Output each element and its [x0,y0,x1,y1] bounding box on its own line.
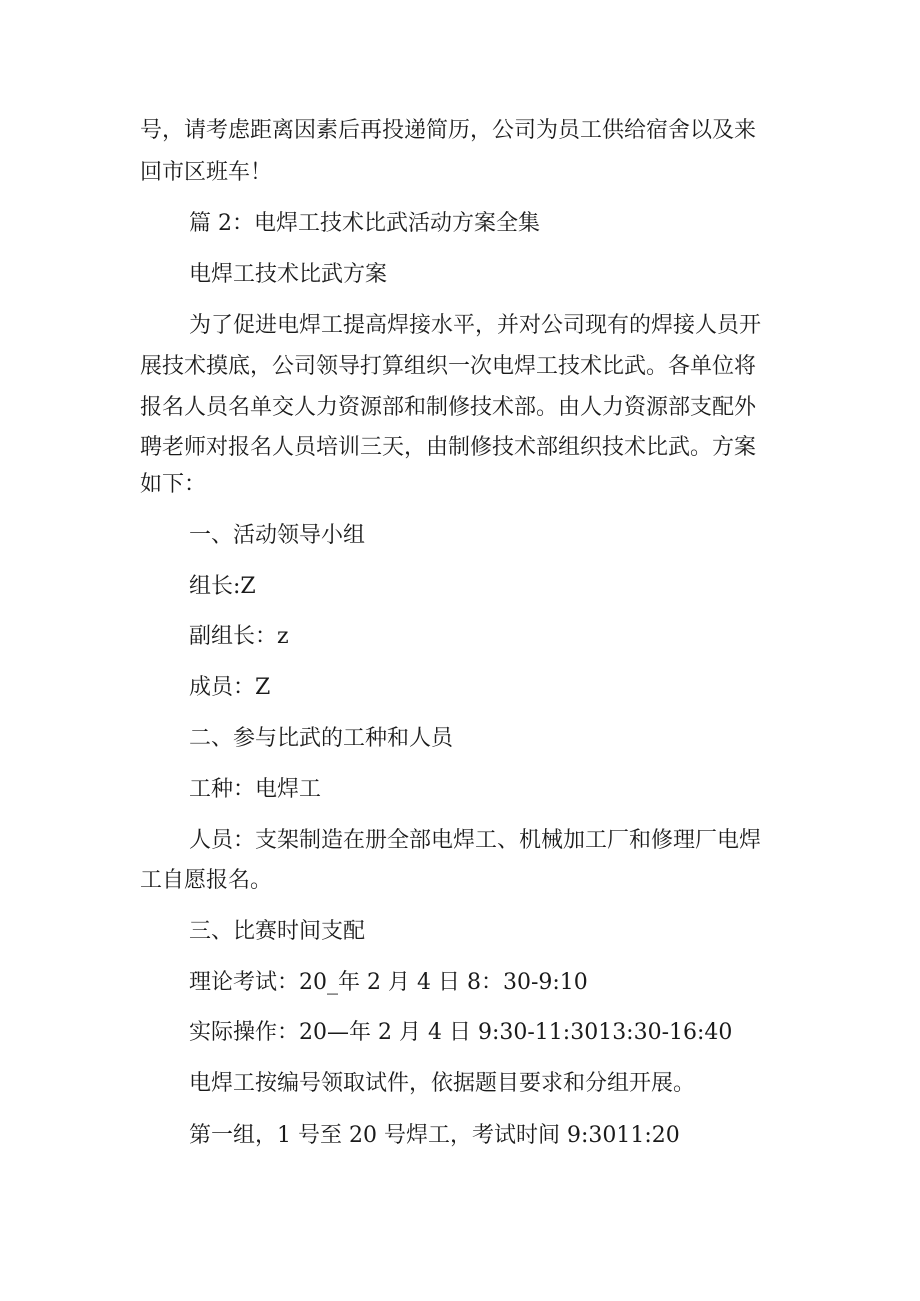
document-title: 电焊工技术比武方案 [189,262,388,287]
list-item: 副组长：z [189,624,289,649]
paragraph-line: 报名人员名单交人力资源部和制修技术部。由人力资源部支配外 [140,395,757,420]
list-item: 实际操作：20—年 2 月 4 日 9:30-11:3013:30-16:40 [189,1020,733,1045]
paragraph-line: 工自愿报名。 [140,868,273,893]
paragraph-line: 为了促进电焊工提高焊接水平，并对公司现有的焊接人员开 [189,313,762,338]
paragraph-line: 电焊工按编号领取试件，依据题目要求和分组开展。 [189,1071,696,1096]
list-item: 成员：Z [189,675,271,700]
list-item: 组长:Z [189,574,256,599]
list-item: 工种：电焊工 [189,777,322,802]
section-heading: 二、参与比武的工种和人员 [189,726,454,751]
section-heading: 三、比赛时间支配 [189,919,366,944]
paragraph-line: 聘老师对报名人员培训三天，由制修技术部组织技术比武。方案 [140,435,757,460]
paragraph-line: 回市区班车！ [140,160,273,185]
section-heading: 一、活动领导小组 [189,523,366,548]
paragraph-line: 第一组，1 号至 20 号焊工，考试时间 9:3011:20 [189,1123,680,1148]
list-item: 理论考试：20_年 2 月 4 日 8：30-9:10 [189,970,588,995]
paragraph-line: 如下： [140,472,207,497]
paragraph-line: 号，请考虑距离因素后再投递简历，公司为员工供给宿舍以及来 [140,118,757,143]
paragraph-line: 展技术摸底，公司领导打算组织一次电焊工技术比武。各单位将 [140,354,757,379]
paragraph-line: 人员：支架制造在册全部电焊工、机械加工厂和修理厂电焊 [189,828,762,853]
section-heading: 篇 2：电焊工技术比武活动方案全集 [189,211,540,236]
